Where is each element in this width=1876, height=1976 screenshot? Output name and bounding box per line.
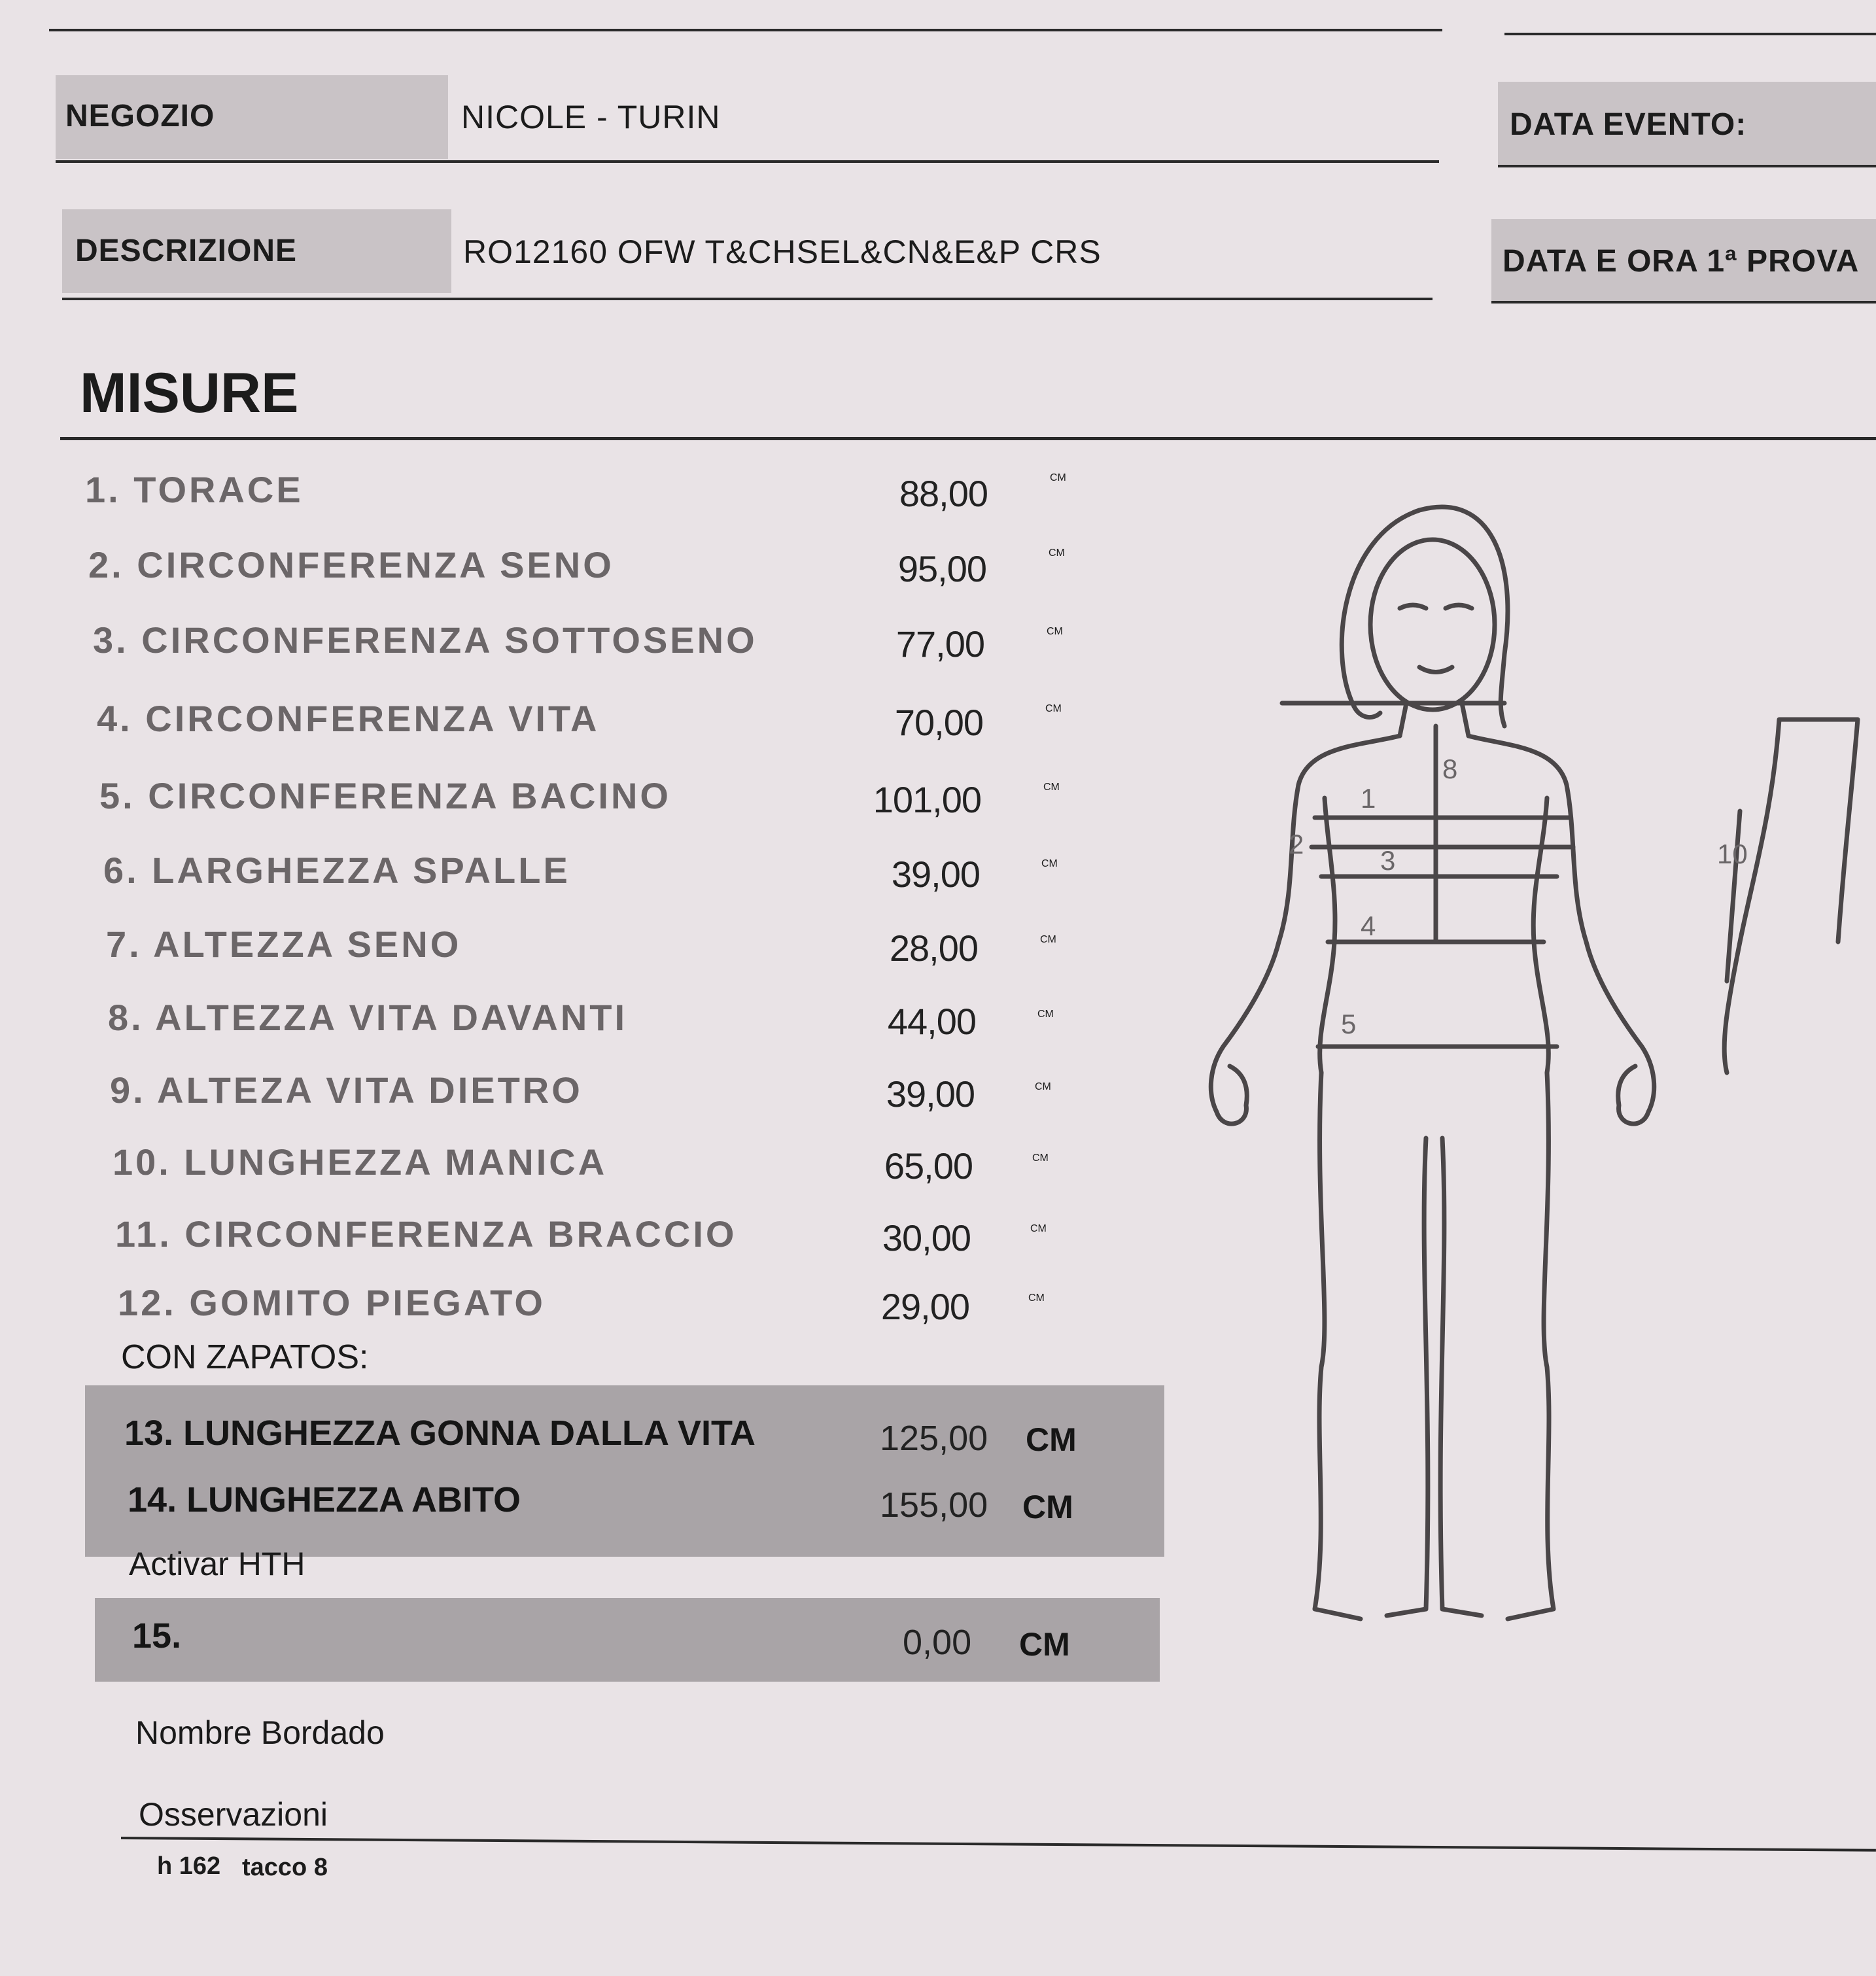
- nombre-bordado-label: Nombre Bordado: [135, 1714, 385, 1751]
- measurement-value: 77,00: [895, 623, 984, 665]
- measurement-unit: CM: [1041, 858, 1058, 869]
- shoe-measurement-name: 13. LUNGHEZZA GONNA DALLA VITA: [124, 1413, 756, 1453]
- measurement-unit: CM: [1035, 1081, 1051, 1092]
- measurement-value: 29,00: [880, 1286, 969, 1327]
- misure-rule: [60, 437, 1876, 440]
- measurement-value: 39,00: [886, 1073, 975, 1115]
- observation-height: h 162: [157, 1852, 221, 1880]
- measurement-value: 28,00: [889, 927, 978, 969]
- measurement-name: 8. ALTEZZA VITA DAVANTI: [108, 997, 628, 1038]
- measurement-value: 44,00: [887, 1001, 976, 1042]
- data-evento-rule: [1498, 165, 1876, 167]
- figure-label-1: 1: [1361, 783, 1376, 814]
- hth-measurement-unit: CM: [1019, 1626, 1070, 1663]
- section-title: MISURE: [80, 362, 299, 425]
- measurement-unit: CM: [1028, 1292, 1045, 1304]
- shoe-measurement-name: 14. LUNGHEZZA ABITO: [128, 1480, 521, 1519]
- measurement-row: [118, 1271, 969, 1343]
- measurement-name: 2. CIRCONFERENZA SENO: [88, 544, 614, 585]
- figure-label-3: 3: [1380, 845, 1396, 876]
- figure-label-4: 4: [1361, 910, 1376, 941]
- osservazioni-rule: [121, 1837, 1876, 1852]
- measurement-unit: CM: [1040, 934, 1056, 945]
- measurement-row: [115, 1202, 971, 1274]
- observation-heel: tacco 8: [242, 1854, 328, 1881]
- measurement-row: [97, 687, 983, 759]
- figure-label-8: 8: [1442, 754, 1458, 784]
- hth-measurement-value: 0,00: [903, 1623, 972, 1662]
- measurement-row: [106, 912, 978, 984]
- top-rule: [49, 29, 1442, 31]
- measurement-name: 9. ALTEZA VITA DIETRO: [110, 1069, 583, 1111]
- osservazioni-label: Osservazioni: [139, 1796, 328, 1833]
- measurement-row: [113, 1130, 973, 1202]
- shoe-measurements-band: [85, 1385, 1164, 1557]
- negozio-rule: [56, 160, 1439, 163]
- measurement-unit: CM: [1043, 782, 1060, 793]
- measurement-value: 65,00: [884, 1145, 973, 1187]
- measurement-name: 4. CIRCONFERENZA VITA: [97, 698, 600, 739]
- figure-label-5: 5: [1341, 1009, 1357, 1039]
- top-rule-right: [1504, 33, 1876, 35]
- data-prova-rule: [1491, 301, 1876, 303]
- measurement-unit: CM: [1045, 703, 1062, 714]
- measurement-value: 88,00: [899, 473, 988, 514]
- hth-band: [95, 1598, 1160, 1682]
- measurement-value: 39,00: [891, 854, 980, 895]
- measurement-unit: CM: [1030, 1223, 1047, 1234]
- measurement-name: 6. LARGHEZZA SPALLE: [103, 850, 570, 891]
- measurement-unit: CM: [1047, 626, 1063, 637]
- measurement-value: 101,00: [873, 779, 981, 820]
- figure-label-10: 10: [1717, 839, 1748, 869]
- measurement-row: [99, 764, 981, 836]
- measurement-name: 5. CIRCONFERENZA BACINO: [99, 775, 671, 816]
- data-prova-label: DATA E ORA 1ª PROVA: [1503, 244, 1860, 279]
- negozio-value: NICOLE - TURIN: [461, 99, 721, 135]
- measurement-value: 95,00: [897, 548, 986, 589]
- measurement-name: 10. LUNGHEZZA MANICA: [113, 1141, 608, 1183]
- measurement-name: 1. TORACE: [85, 469, 304, 510]
- negozio-label: NEGOZIO: [65, 99, 215, 133]
- descrizione-value: RO12160 OFW T&CHSEL&CN&E&P CRS: [463, 234, 1102, 270]
- measurement-unit: CM: [1037, 1009, 1054, 1020]
- measurement-name: 12. GOMITO PIEGATO: [118, 1282, 546, 1323]
- descrizione-label: DESCRIZIONE: [75, 234, 298, 268]
- hth-measurement-name: 15.: [132, 1616, 182, 1655]
- measurement-row: [108, 986, 976, 1058]
- measurement-name: 7. ALTEZZA SENO: [106, 924, 462, 965]
- measurement-row: [88, 533, 986, 605]
- descrizione-rule: [62, 298, 1433, 300]
- con-zapatos-label: CON ZAPATOS:: [121, 1338, 369, 1376]
- measurement-unit: CM: [1050, 472, 1066, 483]
- measurement-name: 3. CIRCONFERENZA SOTTOSENO: [93, 619, 757, 661]
- shoe-measurement-unit: CM: [1022, 1489, 1073, 1525]
- shoe-measurement-value: 155,00: [880, 1485, 988, 1525]
- measurement-row: [103, 839, 980, 910]
- hth-label: Activar HTH: [129, 1546, 305, 1582]
- figure-label-2: 2: [1289, 829, 1304, 859]
- measurement-name: 11. CIRCONFERENZA BRACCIO: [115, 1213, 737, 1255]
- data-evento-label: DATA EVENTO:: [1510, 107, 1747, 142]
- measurement-unit: CM: [1032, 1153, 1049, 1164]
- measurement-value: 70,00: [894, 702, 983, 743]
- measurement-row: [110, 1058, 975, 1130]
- measurement-value: 30,00: [882, 1217, 971, 1258]
- measurement-unit: CM: [1049, 547, 1065, 559]
- measurement-row: [93, 608, 984, 680]
- shoe-measurement-unit: CM: [1026, 1421, 1077, 1458]
- body-measurement-figure: [1164, 484, 1876, 1661]
- measurement-row: [85, 458, 988, 530]
- shoe-measurement-value: 125,00: [880, 1419, 988, 1458]
